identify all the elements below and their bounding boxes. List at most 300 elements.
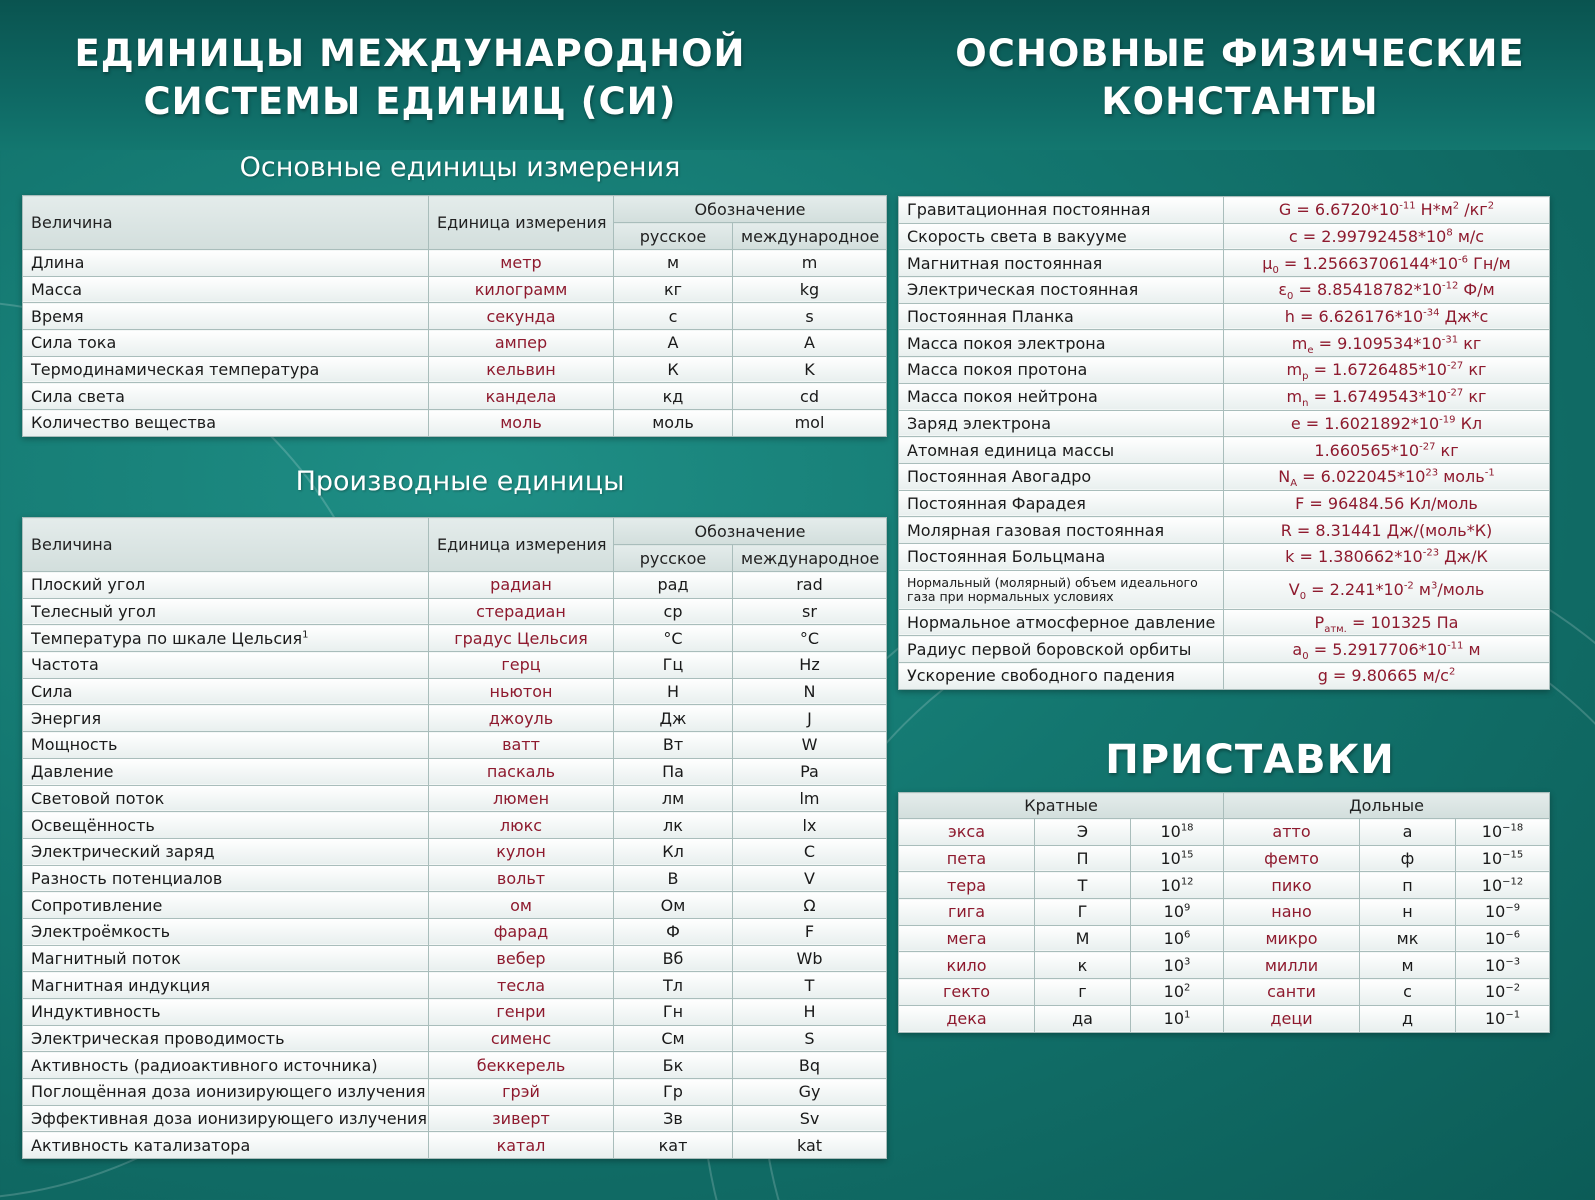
table-row <box>899 872 1550 899</box>
symbol-russian: кд <box>614 383 733 410</box>
value-part: -6 <box>1458 254 1468 266</box>
symbol-international: s <box>733 303 887 330</box>
value-part: 2 <box>1448 667 1456 679</box>
value-part: м <box>1463 639 1481 659</box>
table-row <box>23 303 887 330</box>
symbol-russian: Гн <box>614 999 733 1026</box>
quantity-name <box>23 383 429 410</box>
factor-base: 10 <box>1160 875 1181 895</box>
factor-exponent: −2 <box>1505 983 1521 995</box>
constant-name: Постоянная Планка <box>899 303 1224 330</box>
value-part: Гн/м <box>1467 253 1511 273</box>
factor-base: 10 <box>1481 849 1503 869</box>
symbol-russian: лм <box>614 785 733 812</box>
prefix-symbol: мк <box>1360 925 1456 952</box>
table-row <box>899 663 1550 690</box>
factor-exponent: 6 <box>1184 929 1191 941</box>
unit-name: килограмм <box>429 276 614 303</box>
table-row <box>899 517 1550 544</box>
constant-name: Постоянная Больцмана <box>899 543 1224 570</box>
quantity-label: Магнитная индукция <box>31 975 211 995</box>
prefix-name: деци <box>1224 1005 1360 1032</box>
quantity-name <box>23 250 429 277</box>
unit-name: вебер <box>429 945 614 972</box>
value-part: -11 <box>1447 640 1464 652</box>
value-part: V <box>1288 580 1300 600</box>
quantity-label: Сопротивление <box>31 895 163 915</box>
table-row <box>899 952 1550 979</box>
table-row <box>23 758 887 785</box>
quantity-name <box>23 330 429 357</box>
header-international: международное <box>733 223 887 250</box>
unit-name: ампер <box>429 330 614 357</box>
prefix-factor <box>1456 819 1550 846</box>
value-part: m <box>1286 387 1303 407</box>
value-part: м <box>1413 580 1431 600</box>
value-part: 1.660565 <box>1314 440 1391 460</box>
quantity-label: Индуктивность <box>31 1002 161 1022</box>
symbol-international: N <box>733 678 887 705</box>
symbol-russian: Бк <box>614 1052 733 1079</box>
symbol-russian: кат <box>614 1132 733 1159</box>
prefix-factor <box>1456 899 1550 926</box>
quantity-name <box>23 625 429 652</box>
prefix-factor <box>1131 979 1224 1006</box>
unit-name: генри <box>429 999 614 1026</box>
table-row <box>899 437 1550 464</box>
factor-exponent: −6 <box>1505 929 1521 941</box>
value-part: 0 <box>1286 291 1294 303</box>
table-row <box>23 838 887 865</box>
main-title: ЕДИНИЦЫ МЕЖДУНАРОДНОЙ СИСТЕМЫ ЕДИНИЦ (СИ) <box>74 32 746 123</box>
unit-name: ом <box>429 892 614 919</box>
prefix-factor <box>1456 979 1550 1006</box>
unit-name: зиверт <box>429 1105 614 1132</box>
symbol-international: kg <box>733 276 887 303</box>
factor-exponent: 9 <box>1184 903 1191 915</box>
table-row <box>899 357 1550 384</box>
prefix-symbol: н <box>1360 899 1456 926</box>
value-part: *10 <box>1397 467 1426 487</box>
prefix-name: дека <box>899 1005 1035 1032</box>
value-part: m <box>1286 360 1303 380</box>
table-row <box>23 410 887 437</box>
symbol-international: T <box>733 972 887 999</box>
quantity-label: Сила света <box>31 386 125 406</box>
symbol-russian: м <box>614 250 733 277</box>
constant-value <box>1224 303 1550 330</box>
table-row <box>23 785 887 812</box>
value-part: -1 <box>1484 467 1495 479</box>
symbol-russian: рад <box>614 572 733 599</box>
symbol-russian: лк <box>614 812 733 839</box>
symbol-international: K <box>733 356 887 383</box>
symbol-russian: кг <box>614 276 733 303</box>
quantity-label: Световой поток <box>31 788 165 808</box>
symbol-international: lx <box>733 812 887 839</box>
factor-exponent: 3 <box>1184 956 1191 968</box>
table-row <box>23 625 887 652</box>
factor-base: 10 <box>1481 822 1503 842</box>
prefix-name: гекто <box>899 979 1035 1006</box>
constant-value <box>1224 357 1550 384</box>
value-part: 3 <box>1430 580 1438 592</box>
value-part: = 1.6726485 <box>1308 360 1419 380</box>
table-row <box>23 356 887 383</box>
header-designation: Обозначение <box>614 518 887 545</box>
quantity-name <box>23 892 429 919</box>
value-part: ε <box>1278 280 1287 300</box>
unit-name: кандела <box>429 383 614 410</box>
table-row <box>23 678 887 705</box>
symbol-russian: Ф <box>614 918 733 945</box>
value-part: Кл <box>1455 413 1483 433</box>
unit-name: тесла <box>429 972 614 999</box>
table-row <box>899 223 1550 250</box>
value-part: e <box>1307 344 1314 356</box>
unit-name: люмен <box>429 785 614 812</box>
value-part: = 1.25663706144 <box>1278 253 1430 273</box>
value-part: A <box>1290 478 1298 490</box>
constant-value <box>1224 383 1550 410</box>
quantity-label: Давление <box>31 762 114 782</box>
symbol-international: Pa <box>733 758 887 785</box>
symbol-russian: моль <box>614 410 733 437</box>
value-part: g = 9.80665 м/с <box>1317 666 1449 686</box>
factor-base: 10 <box>1484 929 1506 949</box>
value-part: P <box>1314 612 1325 632</box>
table-row <box>899 925 1550 952</box>
value-part: *10 <box>1418 639 1448 659</box>
table-row <box>899 303 1550 330</box>
constant-name: Скорость света в вакууме <box>899 223 1224 250</box>
factor-base: 10 <box>1160 849 1181 869</box>
quantity-name <box>23 1132 429 1159</box>
symbol-international: m <box>733 250 887 277</box>
value-part: 0 <box>1272 264 1279 276</box>
symbol-international: F <box>733 918 887 945</box>
quantity-name <box>23 410 429 437</box>
unit-name: радиан <box>429 572 614 599</box>
table-row <box>23 999 887 1026</box>
quantity-label: Поглощённая доза ионизирующего излучения <box>31 1082 426 1102</box>
value-part: 0 <box>1299 591 1307 603</box>
value-part: h = 6.626176 <box>1284 307 1395 327</box>
prefix-symbol: ф <box>1360 845 1456 872</box>
quantity-name <box>23 945 429 972</box>
unit-name: метр <box>429 250 614 277</box>
constants-title: ОСНОВНЫЕ ФИЗИЧЕСКИЕ КОНСТАНТЫ <box>955 32 1525 123</box>
value-part: = 101325 Па <box>1346 612 1459 632</box>
symbol-international: J <box>733 705 887 732</box>
factor-exponent: −3 <box>1505 956 1521 968</box>
prefix-symbol: с <box>1360 979 1456 1006</box>
value-part: кг <box>1458 333 1482 353</box>
value-part: *10 <box>1370 200 1400 220</box>
value-part: *10 <box>1394 547 1423 567</box>
value-part: *10 <box>1418 227 1447 247</box>
quantity-label: Электрическая проводимость <box>31 1029 285 1049</box>
prefix-name: пета <box>899 845 1035 872</box>
quantity-label: Активность катализатора <box>31 1135 251 1155</box>
table-row <box>23 945 887 972</box>
prefix-factor <box>1131 872 1224 899</box>
prefix-symbol: д <box>1360 1005 1456 1032</box>
value-part: *10 <box>1418 360 1447 380</box>
symbol-russian: ср <box>614 598 733 625</box>
table-row <box>23 276 887 303</box>
value-part: F = 96484.56 Кл/моль <box>1295 493 1478 513</box>
value-part: N <box>1278 467 1291 487</box>
header-quantity: Величина <box>23 196 429 250</box>
factor-exponent: 2 <box>1184 983 1191 995</box>
prefix-name: мега <box>899 925 1035 952</box>
prefix-factor <box>1456 872 1550 899</box>
factor-base: 10 <box>1160 822 1181 842</box>
table-row <box>899 636 1550 663</box>
quantity-name <box>23 572 429 599</box>
unit-name: люкс <box>429 812 614 839</box>
table-row <box>23 705 887 732</box>
factor-base: 10 <box>1163 929 1184 949</box>
constant-value <box>1224 609 1550 636</box>
symbol-international: rad <box>733 572 887 599</box>
prefix-symbol: Э <box>1035 819 1131 846</box>
quantity-name <box>23 785 429 812</box>
value-part: 23 <box>1425 467 1439 479</box>
factor-base: 10 <box>1163 982 1184 1002</box>
prefix-symbol: П <box>1035 845 1131 872</box>
symbol-international: sr <box>733 598 887 625</box>
factor-exponent: −9 <box>1505 903 1521 915</box>
footnote-mark: 1 <box>302 629 309 641</box>
symbol-russian: с <box>614 303 733 330</box>
value-part: -34 <box>1423 307 1440 319</box>
quantity-name <box>23 276 429 303</box>
table-row <box>23 865 887 892</box>
quantity-name <box>23 678 429 705</box>
value-part: Дж/К <box>1439 547 1488 567</box>
unit-name: паскаль <box>429 758 614 785</box>
symbol-russian: См <box>614 1025 733 1052</box>
value-part: атм. <box>1324 624 1347 636</box>
prefix-factor <box>1131 819 1224 846</box>
table-row <box>899 845 1550 872</box>
prefix-name: гига <box>899 899 1035 926</box>
unit-name: катал <box>429 1132 614 1159</box>
symbol-russian: В <box>614 865 733 892</box>
value-part: 2 <box>1487 201 1495 213</box>
header-unit: Единица измерения <box>429 196 614 250</box>
symbol-international: C <box>733 838 887 865</box>
constant-value <box>1224 437 1550 464</box>
table-row <box>23 1132 887 1159</box>
quantity-label: Активность (радиоактивного источника) <box>31 1055 378 1075</box>
header-multiples: Кратные <box>899 793 1224 819</box>
quantity-name <box>23 732 429 759</box>
value-part: -23 <box>1422 547 1440 559</box>
table-row <box>23 892 887 919</box>
constant-value <box>1224 517 1550 544</box>
prefix-name: тера <box>899 872 1035 899</box>
symbol-international: Sv <box>733 1105 887 1132</box>
table-row <box>899 463 1550 490</box>
symbol-international: A <box>733 330 887 357</box>
unit-name: сименс <box>429 1025 614 1052</box>
quantity-label: Мощность <box>31 735 118 755</box>
factor-base: 10 <box>1163 955 1184 975</box>
value-part: *10 <box>1413 333 1442 353</box>
prefix-symbol: к <box>1035 952 1131 979</box>
quantity-name <box>23 1105 429 1132</box>
quantity-name <box>23 1052 429 1079</box>
symbol-international: °C <box>733 625 887 652</box>
prefix-symbol: да <box>1035 1005 1131 1032</box>
value-part: *10 <box>1418 387 1447 407</box>
constant-value <box>1224 490 1550 517</box>
derived-units-title: Производные единицы <box>295 466 625 497</box>
prefix-name: санти <box>1224 979 1360 1006</box>
quantity-name <box>23 652 429 679</box>
factor-exponent: −15 <box>1502 849 1524 861</box>
value-part: кг <box>1463 360 1487 380</box>
factor-base: 10 <box>1481 875 1503 895</box>
constant-name: Постоянная Авогадро <box>899 463 1224 490</box>
symbol-international: Ω <box>733 892 887 919</box>
symbol-russian: °C <box>614 625 733 652</box>
value-part: k = 1.380662 <box>1285 547 1395 567</box>
quantity-name <box>23 999 429 1026</box>
symbol-russian: Н <box>614 678 733 705</box>
value-part: *10 <box>1375 580 1404 600</box>
factor-base: 10 <box>1484 955 1506 975</box>
value-part: -31 <box>1441 334 1459 346</box>
quantity-label: Сила тока <box>31 333 117 353</box>
prefix-symbol: М <box>1035 925 1131 952</box>
table-row <box>899 1005 1550 1032</box>
symbol-russian: К <box>614 356 733 383</box>
value-part: -27 <box>1419 441 1436 453</box>
value-part: Ф/м <box>1458 280 1495 300</box>
symbol-international: V <box>733 865 887 892</box>
quantity-label: Электрический заряд <box>31 842 215 862</box>
unit-name: вольт <box>429 865 614 892</box>
value-part: n <box>1302 398 1309 410</box>
prefix-symbol: Г <box>1035 899 1131 926</box>
symbol-russian: Тл <box>614 972 733 999</box>
unit-name: градус Цельсия <box>429 625 614 652</box>
prefix-name: нано <box>1224 899 1360 926</box>
header-designation: Обозначение <box>614 196 887 223</box>
table-row <box>23 1105 887 1132</box>
quantity-name <box>23 758 429 785</box>
table-row <box>23 1079 887 1106</box>
unit-name: стерадиан <box>429 598 614 625</box>
table-row <box>23 1052 887 1079</box>
prefix-factor <box>1456 925 1550 952</box>
table-row <box>899 410 1550 437</box>
quantity-name <box>23 918 429 945</box>
value-part: e = 1.6021892 <box>1290 413 1411 433</box>
quantity-label: Температура по шкале Цельсия <box>31 628 303 648</box>
value-part: -11 <box>1399 201 1416 213</box>
derived-units-table <box>22 517 887 1159</box>
value-part: c = 2.99792458 <box>1288 227 1418 247</box>
unit-name: кулон <box>429 838 614 865</box>
unit-name: ватт <box>429 732 614 759</box>
constant-name: Нормальный (молярный) объем идеального газа при нормальных условиях <box>899 570 1224 609</box>
prefix-name: кило <box>899 952 1035 979</box>
table-row <box>23 972 887 999</box>
symbol-international: W <box>733 732 887 759</box>
constant-value <box>1224 223 1550 250</box>
value-part: кг <box>1463 387 1487 407</box>
table-row <box>899 330 1550 357</box>
table-row <box>23 732 887 759</box>
value-part: Н*м <box>1415 200 1453 220</box>
value-part: *10 <box>1410 413 1440 433</box>
quantity-label: Количество вещества <box>31 413 217 433</box>
table-row <box>899 899 1550 926</box>
value-part: *10 <box>1429 253 1458 273</box>
prefix-name: милли <box>1224 952 1360 979</box>
value-part: кг <box>1435 440 1459 460</box>
constant-name: Радиус первой боровской орбиты <box>899 636 1224 663</box>
unit-name: ньютон <box>429 678 614 705</box>
header-submultiples: Дольные <box>1224 793 1550 819</box>
value-part: μ <box>1262 253 1273 273</box>
constant-value <box>1224 197 1550 224</box>
factor-exponent: 18 <box>1180 823 1194 835</box>
factor-base: 10 <box>1484 982 1506 1002</box>
value-part: *10 <box>1413 280 1442 300</box>
constant-value <box>1224 410 1550 437</box>
table-row <box>23 1025 887 1052</box>
value-part: /моль <box>1437 580 1485 600</box>
basic-units-title: Основные единицы измерения <box>239 152 681 183</box>
table-row <box>23 598 887 625</box>
factor-base: 10 <box>1163 1009 1184 1029</box>
factor-exponent: 12 <box>1180 876 1194 888</box>
unit-name: фарад <box>429 918 614 945</box>
value-part: -2 <box>1403 580 1414 592</box>
constant-value <box>1224 636 1550 663</box>
symbol-russian: Гц <box>614 652 733 679</box>
value-part: *10 <box>1394 307 1424 327</box>
value-part: a <box>1292 639 1303 659</box>
table-row <box>899 383 1550 410</box>
table-row <box>899 197 1550 224</box>
table-row <box>23 918 887 945</box>
quantity-label: Телесный угол <box>31 602 156 622</box>
value-part: G = 6.6720 <box>1278 200 1371 220</box>
factor-base: 10 <box>1484 1009 1506 1029</box>
value-part: p <box>1302 371 1309 383</box>
header-unit: Единица измерения <box>429 518 614 572</box>
symbol-russian: Зв <box>614 1105 733 1132</box>
constant-name: Масса покоя нейтрона <box>899 383 1224 410</box>
symbol-international: cd <box>733 383 887 410</box>
factor-base: 10 <box>1163 902 1184 922</box>
value-part: /кг <box>1459 200 1488 220</box>
header-russian: русское <box>614 545 733 572</box>
constant-name: Магнитная постоянная <box>899 250 1224 277</box>
value-part: R = 8.31441 Дж/(моль*К) <box>1280 520 1493 540</box>
value-part: = 6.022045 <box>1297 467 1398 487</box>
symbol-international: Bq <box>733 1052 887 1079</box>
table-row <box>899 570 1550 609</box>
value-part: 8 <box>1446 227 1453 239</box>
